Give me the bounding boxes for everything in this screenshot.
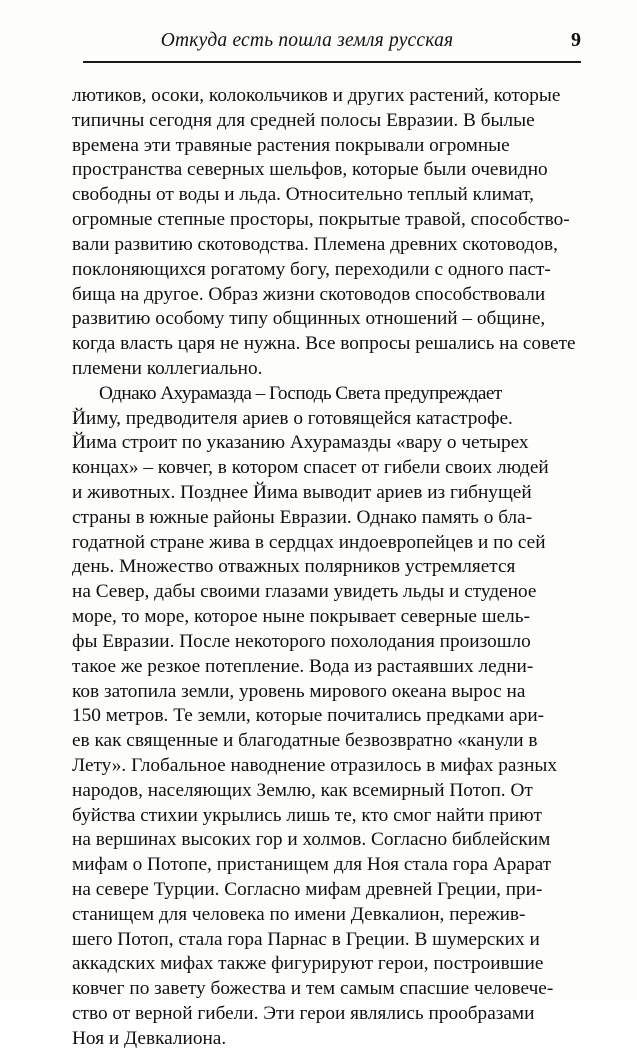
text-line: народов, населяющих Землю, как всемирный Потоп. От	[72, 779, 533, 801]
text-line: на Север, дабы своими глазами увидеть льды и студеное	[72, 581, 537, 603]
text-line: 150 метров. Те земли, которые почитались предками ари-	[72, 705, 545, 727]
text-line: племени коллегиально.	[72, 357, 263, 379]
text-line: ство от верной гибели. Эти герои являлись прообразами	[72, 1003, 535, 1025]
text-line: типичны сегодня для средней полосы Евразии. В былые	[72, 109, 535, 131]
text-line: развитию особому типу общинных отношений – общине,	[72, 308, 546, 330]
text-line: фы Евразии. После некоторого похолодания произошло	[72, 630, 531, 652]
body-text	[72, 84, 580, 1052]
page-number: 9	[571, 29, 581, 51]
text-line: море, то море, которое ныне покрывает северные шель-	[72, 606, 531, 628]
text-line: бища на другое. Образ жизни скотоводов способствовали	[72, 283, 546, 305]
text-line: такое же резкое потепление. Вода из растаявших ледни-	[72, 655, 534, 677]
page-header	[72, 30, 581, 70]
text-line: шего Потоп, стала гора Парнас в Греции. В шумерских и	[72, 928, 540, 950]
text-line: времена эти травяные растения покрывали огромные	[72, 134, 510, 156]
text-line: концах» – ковчег, в котором спасет от гибели своих людей	[72, 457, 549, 479]
text-line: мифам о Потопе, пристанищем для Ноя стала гора Арарат	[72, 854, 552, 876]
running-head-title: Откуда есть пошла земля русская	[160, 30, 454, 51]
text-line: Йима строит по указанию Ахурамазды «вару о четырех	[72, 432, 529, 454]
header-rule	[83, 61, 581, 63]
text-line: свободны от воды и льда. Относительно теплый климат,	[72, 184, 534, 206]
text-line: страны в южные районы Евразии. Однако память о бла-	[72, 506, 533, 528]
text-line: аккадских мифах также фигурируют герои, построившие	[72, 953, 544, 975]
text-line: лютиков, осоки, колокольчиков и других растений, которые	[72, 85, 561, 106]
text-line: день. Множество отважных полярников устремляется	[72, 556, 516, 578]
text-line: поклоняющихся рогатому богу, переходили с одного паст-	[72, 258, 551, 280]
text-line: ев как священные и благодатные безвозвратно «канули в	[72, 730, 538, 752]
text-line: Йиму, предводителя ариев о готовящейся катастрофе.	[72, 407, 513, 429]
text-line: Однако Ахурамазда – Господь Света предупреждает	[99, 382, 502, 404]
text-line: на севере Турции. Согласно мифам древней Греции, при-	[72, 879, 543, 900]
text-line: и животных. Позднее Йима выводит ариев из гибнущей	[72, 482, 532, 503]
text-line: станищем для человека по имени Девкалион, пережив-	[72, 903, 526, 925]
text-line: на вершинах высоких гор и холмов. Согласно библейским	[72, 829, 551, 851]
text-line: когда власть царя не нужна. Все вопросы решались на совете	[72, 333, 576, 355]
text-line: огромные степные просторы, покрытые травой, способство-	[72, 209, 570, 231]
text-line: буйства стихии укрылись лишь те, кто смог найти приют	[72, 804, 542, 826]
text-line: ков затопила земли, уровень мирового океана вырос на	[72, 680, 526, 702]
text-line: ковчег по завету божества и тем самым спасшие человече-	[72, 978, 554, 1000]
text-line: пространства северных шельфов, которые были очевидно	[72, 159, 548, 181]
text-line: Лету». Глобальное наводнение отразилось в мифах разных	[72, 754, 557, 776]
text-line: Ноя и Девкалиона.	[72, 1027, 227, 1049]
text-line: вали развитию скотоводства. Племена древних скотоводов,	[72, 233, 558, 255]
text-line: годатной стране жива в сердцах индоевропейцев и по сей	[72, 531, 546, 553]
